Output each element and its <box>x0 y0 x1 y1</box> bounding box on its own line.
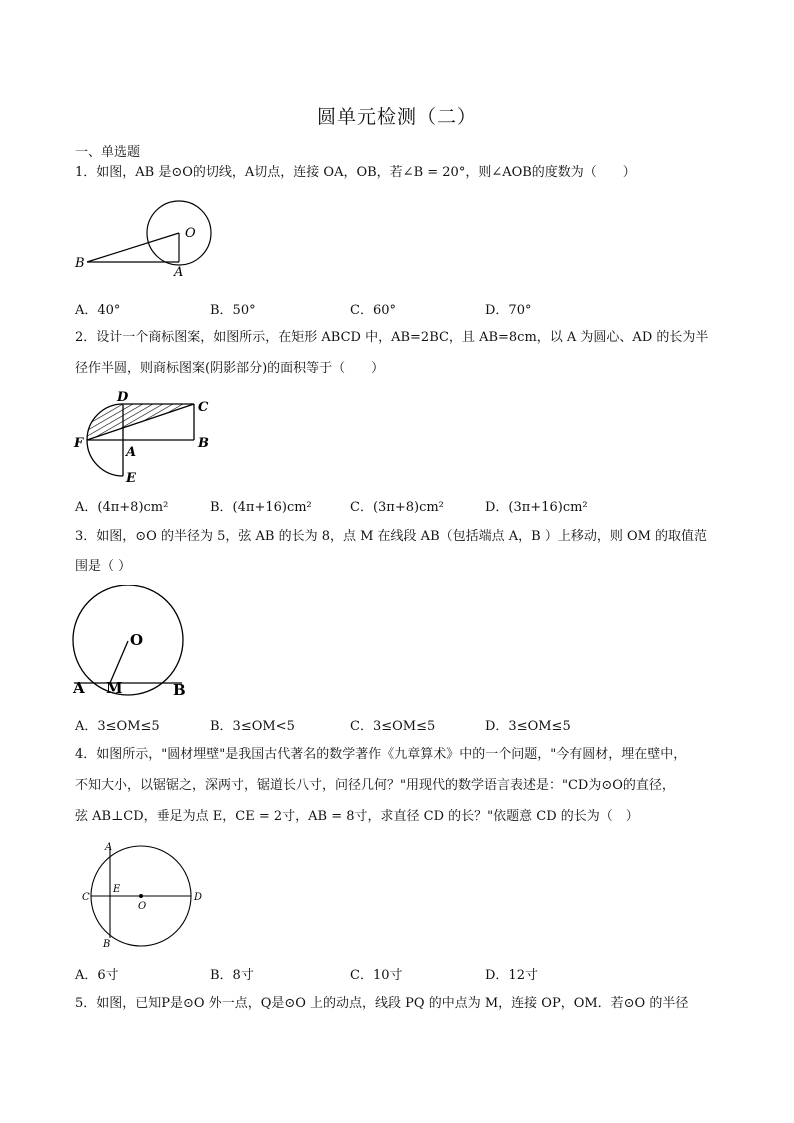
option-c[interactable]: C．3≤OM≤5 <box>350 719 436 734</box>
question-3-text-line-1: 3．如图，⊙O 的半径为 5，弦 AB 的长为 8，点 M 在线段 AB（包括端点 A，B ）上移动，则 OM 的取值范 <box>75 529 708 544</box>
label-b: B <box>198 436 209 451</box>
label-d: D <box>194 892 203 903</box>
page-title: 圆单元检测（二） <box>316 106 477 128</box>
label-a: A <box>174 265 184 280</box>
label-a: A <box>73 679 85 697</box>
label-c: C <box>198 400 209 415</box>
label-c: C <box>82 892 90 903</box>
label-b: B <box>173 681 186 699</box>
section-heading: 一、单选题 <box>75 145 141 160</box>
option-a[interactable]: A．6寸 <box>75 968 119 983</box>
question-5-text-line-1: 5．如图，已知P是⊙O 外一点，Q是⊙O 上的动点，线段 PQ 的中点为 M，连接 OP，OM．若⊙O 的半径 <box>75 996 689 1011</box>
option-d[interactable]: D．70° <box>485 303 532 318</box>
label-a: A <box>105 842 113 853</box>
option-d[interactable]: D．(3π+16)cm² <box>485 500 588 515</box>
question-4-figure <box>75 838 210 953</box>
option-a[interactable]: A．40° <box>75 303 121 318</box>
label-a: A <box>126 445 137 460</box>
question-4-text-line-2: 不知大小，以锯锯之，深两寸，锯道长八寸，问径几何？"用现代的数学语言表述是："CD为⊙O的直径， <box>75 778 675 793</box>
option-b[interactable]: B．(4π+16)cm² <box>210 500 312 515</box>
option-c[interactable]: C．10寸 <box>350 968 403 983</box>
question-1-figure <box>70 195 220 285</box>
label-o: O <box>185 226 196 241</box>
question-2-text-line-2: 径作半圆，则商标图案(阴影部分)的面积等于（ ） <box>75 361 385 376</box>
label-d: D <box>117 390 129 405</box>
question-2-text-line-1: 2．设计一个商标图案，如图所示，在矩形 ABCD 中，AB=2BC，且 AB=8cm，以 A 为圆心、AD 的长为半 <box>75 330 709 345</box>
label-b: B <box>75 256 85 271</box>
question-4-text-line-3: 弦 AB⊥CD，垂足为点 E，CE = 2寸，AB = 8寸，求直径 CD 的长？"依题意 CD 的长为（ ） <box>75 809 639 824</box>
question-3-text-line-2: 围是（ ） <box>75 559 132 574</box>
label-o: O <box>138 901 147 912</box>
question-3-figure <box>68 585 198 700</box>
question-2-figure <box>70 388 220 488</box>
option-d[interactable]: D．12寸 <box>485 968 538 983</box>
option-a[interactable]: A．(4π+8)cm² <box>75 500 169 515</box>
label-o: O <box>130 631 144 649</box>
label-e: E <box>113 884 121 895</box>
label-e: E <box>126 471 136 486</box>
label-b: B <box>103 939 111 950</box>
option-d[interactable]: D．3≤OM≤5 <box>485 719 571 734</box>
question-1-text: 1．如图，AB 是⊙O的切线，A切点，连接 OA，OB，若∠B = 20°，则∠AOB的度数为（ ） <box>75 165 636 180</box>
question-4-text-line-1: 4．如图所示，"圆材埋壁"是我国古代著名的数学著作《九章算术》中的一个问题，"今有圆材，埋在壁中， <box>75 747 687 762</box>
label-f: F <box>74 436 84 451</box>
option-c[interactable]: C．60° <box>350 303 396 318</box>
option-a[interactable]: A．3≤OM≤5 <box>75 719 160 734</box>
option-b[interactable]: B．3≤OM<5 <box>210 719 295 734</box>
option-b[interactable]: B．8寸 <box>210 968 254 983</box>
label-m: M <box>106 679 123 697</box>
option-c[interactable]: C．(3π+8)cm² <box>350 500 444 515</box>
option-b[interactable]: B．50° <box>210 303 256 318</box>
